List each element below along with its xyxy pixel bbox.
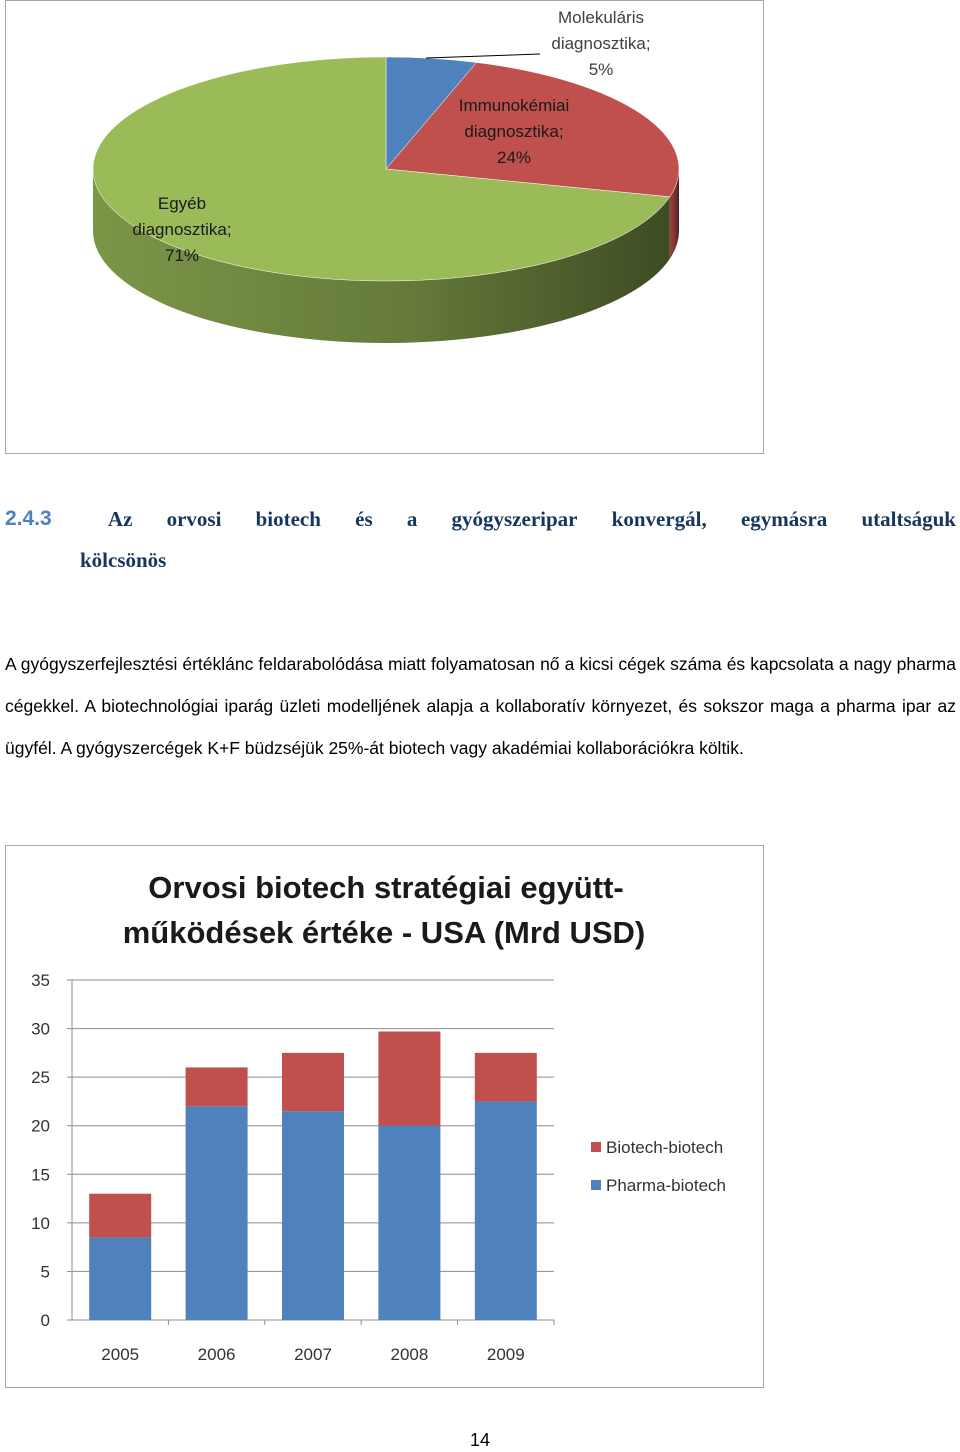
bar-pharma-biotech [282,1111,344,1320]
section-heading [5,507,956,573]
bar-biotech-biotech [89,1194,151,1238]
bar-pharma-biotech [186,1106,248,1320]
y-tick-label: 20 [31,1116,50,1136]
bar-pharma-biotech [378,1126,440,1320]
x-tick-label: 2005 [101,1345,140,1364]
y-tick-label: 30 [31,1019,50,1039]
y-tick-label: 10 [31,1213,50,1233]
pie-leader-line [426,54,540,58]
section-title-word: egymásra [740,507,828,531]
bar-pharma-biotech [475,1101,537,1320]
section-title-word: és [355,507,373,531]
section-heading-line2: kölcsönös [80,548,167,572]
legend-swatch [591,1142,601,1152]
section-title-word: gyógyszeripar [451,507,578,531]
section-title-word: a [406,507,418,531]
page-number: 14 [469,1430,491,1450]
bar-biotech-biotech [282,1053,344,1111]
x-tick-label: 2008 [390,1345,429,1364]
x-tick-label: 2007 [294,1345,332,1364]
y-tick-label: 5 [40,1262,50,1282]
legend-label: Biotech-biotech [606,1138,724,1157]
x-tick-label: 2009 [486,1345,525,1364]
bar-pharma-biotech [89,1237,151,1320]
bar-biotech-biotech [186,1067,248,1106]
y-tick-label: 15 [31,1165,50,1185]
chart-title: Orvosi biotech stratégiai együtt-működések értéke - USA (Mrd USD) [122,870,646,950]
section-title-word: konvergál, [611,507,707,531]
legend-swatch [591,1180,601,1190]
pie-slice-label: Egyéb diagnosztika; 71% [132,194,232,265]
y-tick-label: 0 [40,1311,50,1330]
section-title-word: orvosi [166,507,222,531]
pie-chart [6,1,763,453]
bar-chart-frame [5,845,764,1388]
x-tick-label: 2006 [197,1345,236,1364]
section-title-word: biotech [255,507,321,531]
bar-biotech-biotech [475,1053,537,1102]
pie-slice-label: Molekuláris diagnosztika; 5% [551,8,651,79]
legend-label: Pharma-biotech [606,1176,727,1195]
bar-chart [6,846,763,1387]
section-number: 2.4.3 [5,507,52,530]
section-title-word: utaltságuk [861,507,956,531]
section-title-word: Az [107,507,133,531]
section-heading-line1 [5,507,956,532]
y-tick-label: 25 [31,1068,50,1088]
bar-biotech-biotech [378,1031,440,1125]
pie-slice-label: Immunokémiai diagnosztika; 24% [458,96,570,167]
body-paragraph: A gyógyszerfejlesztési értéklánc feldarabolódása miatt folyamatosan nő a kicsi cégek száma és kapcsolata a nagy pharma cégekkel. A biotechnológiai iparág üzleti modelljének alapja a kollaboratív környezet, és sokszor maga a pharma ipar az ügyfél. A gyógyszercégek K+F büdzséjük 25%-át biotech vagy akadémiai kollaborációkra költik. [5,654,956,758]
y-tick-label: 35 [31,971,50,990]
pie-chart-frame [5,0,764,454]
